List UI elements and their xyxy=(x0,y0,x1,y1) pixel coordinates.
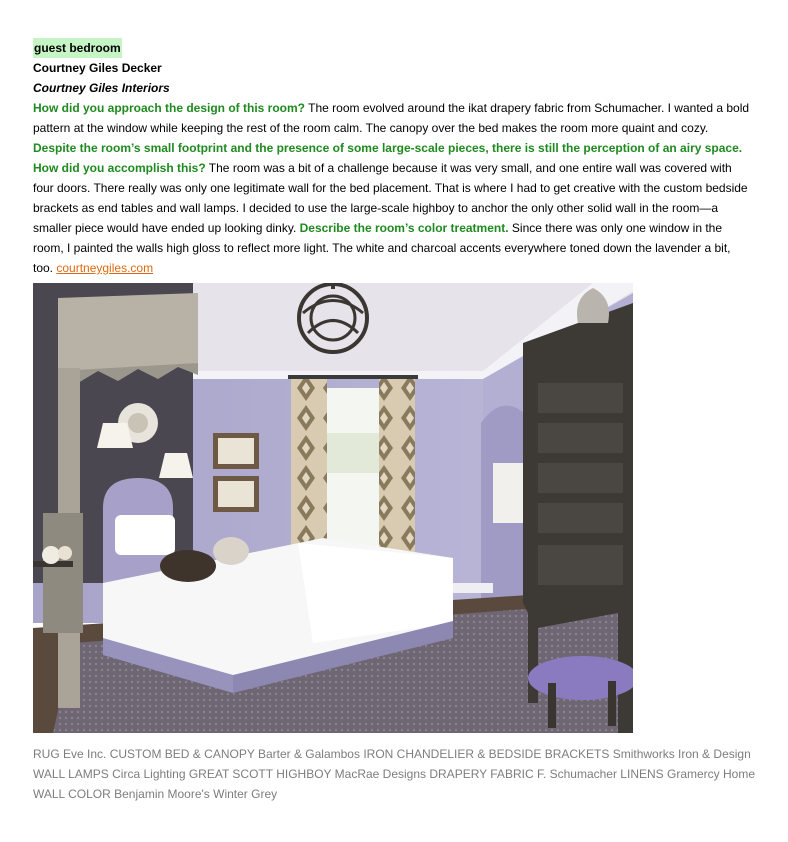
room-tag: guest bedroom xyxy=(33,38,122,58)
question-3: Describe the room’s color treatment. xyxy=(299,221,509,235)
bench xyxy=(528,656,633,700)
answer-1: The room evolved around the ikat drapery fabric from Schumacher. I wanted a bold pattern at the window while keeping the rest of the room calm. The canopy over the bed makes the room more quaint and cozy. xyxy=(33,101,750,135)
bolster-pillow xyxy=(160,550,216,582)
designer-name: Courtney Giles Decker xyxy=(33,61,162,75)
source-credits: RUG Eve Inc. CUSTOM BED & CANOPY Barter & Galambos IRON CHANDELIER & BEDSIDE BRACKETS Smithworks Iron & Design WALL LAMPS Circa Lighting GREAT SCOTT HIGHBOY MacRae Designs DRAPERY FABRIC F. Schumacher LINENS Gramercy Home WALL COLOR Benjamin Moore's Winter Grey xyxy=(33,747,756,801)
designer-website-link[interactable]: courtneygiles.com xyxy=(56,261,154,275)
answer-2: The room was a bit of a challenge because it was very small, and one entire wall was covered with four doors. There really was only one legitimate wall for the bed placement. That is where I had to get creative with the custom bedside brackets as end tables and wall lamps. I decided to use the large-scale highboy to anchor the only other solid wall in the room—a smaller piece would have ended up looking dinky. xyxy=(33,161,748,235)
question-2: Despite the room’s small footprint and the presence of some large-scale pieces, there is still the perception of an airy space. How did you accomplish this? xyxy=(33,141,743,175)
interview-text xyxy=(33,98,753,278)
bedroom-photo xyxy=(33,283,633,733)
bedroom-illustration xyxy=(33,283,633,733)
question-1: How did you approach the design of this room? xyxy=(33,101,306,115)
canopy-valance xyxy=(58,293,198,373)
wall-lamp-right xyxy=(159,453,193,478)
wall-lamp-left xyxy=(97,423,133,448)
firm-name: Courtney Giles Interiors xyxy=(33,81,170,95)
answer-3: Since there was only one window in the room, I painted the walls high gloss to reflect more light. The white and charcoal accents everywhere toned down the lavender a bit, too. xyxy=(33,221,731,275)
pillow xyxy=(115,515,175,555)
article xyxy=(33,38,753,278)
